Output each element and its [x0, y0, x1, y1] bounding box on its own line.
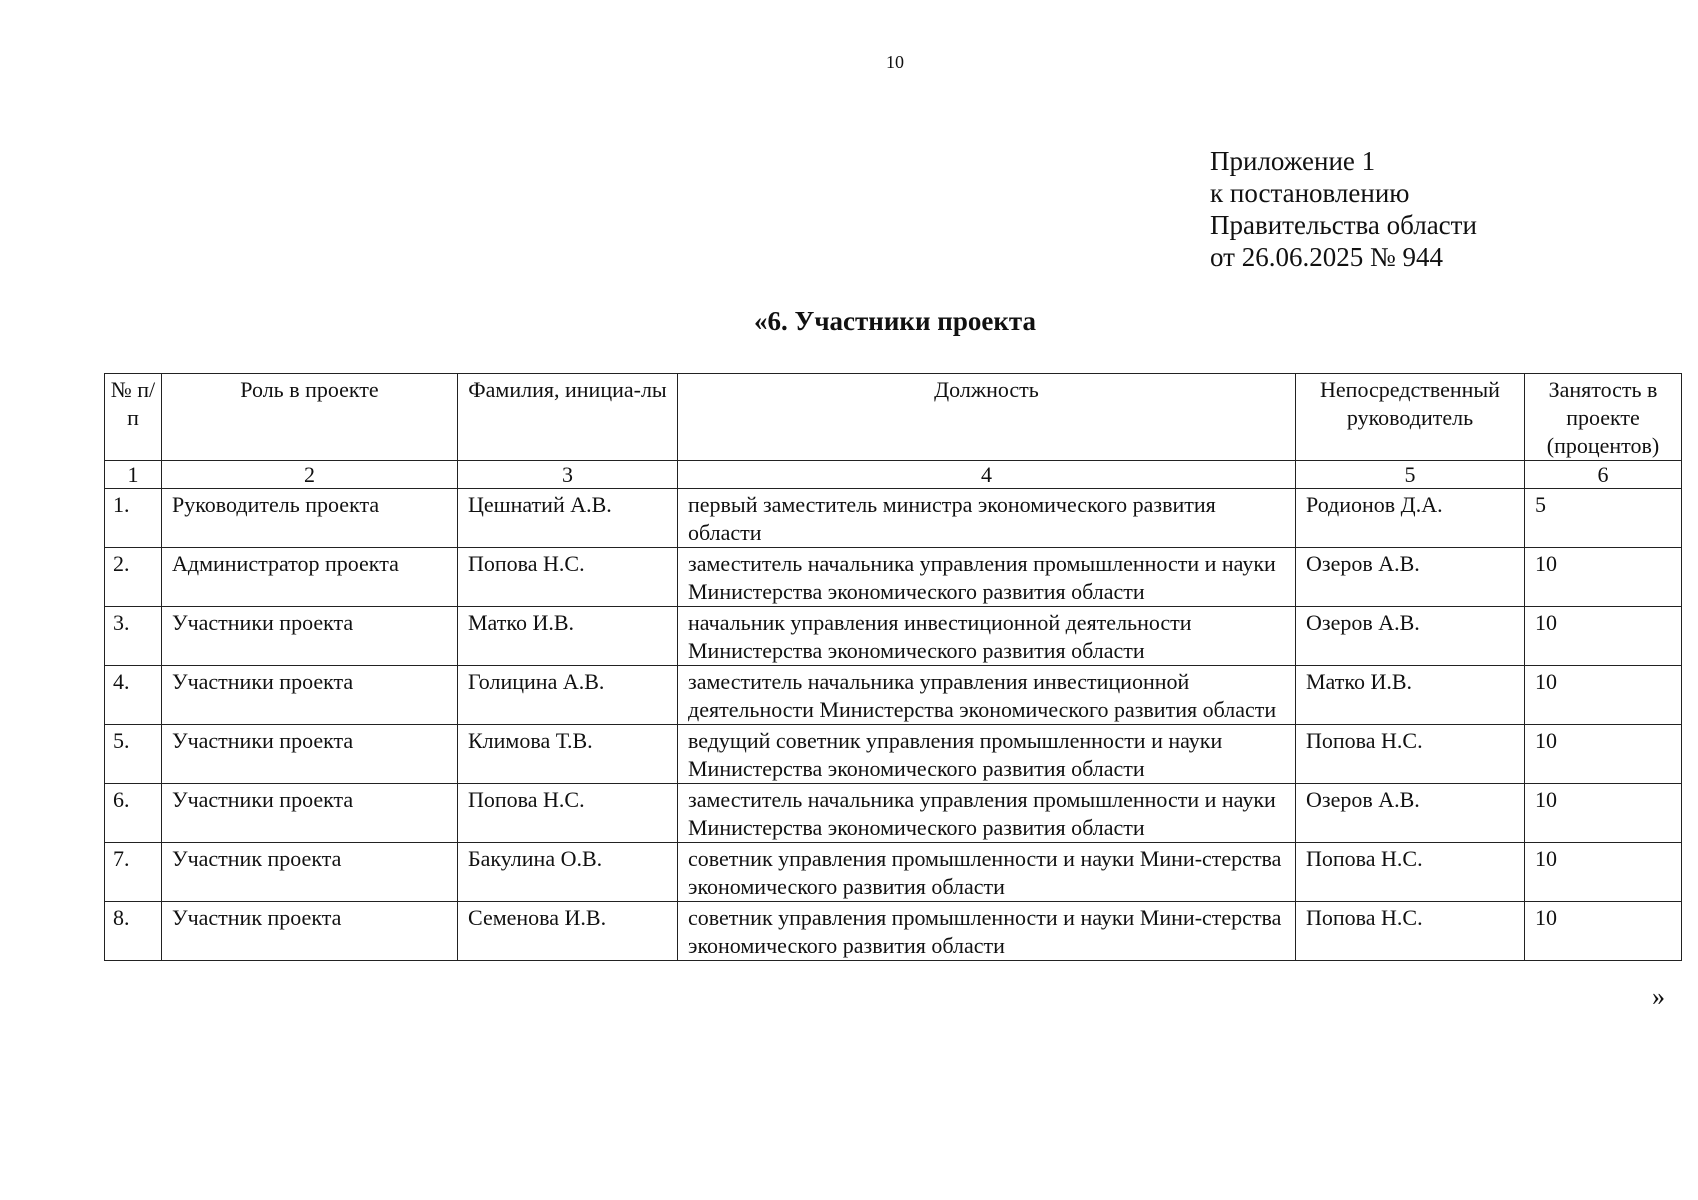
manager-cell: Матко И.В. — [1296, 666, 1525, 725]
manager-cell: Попова Н.С. — [1296, 902, 1525, 961]
position-cell: заместитель начальника управления промышленности и науки Министерства экономического развития области — [678, 784, 1296, 843]
manager-cell: Попова Н.С. — [1296, 725, 1525, 784]
manager-cell: Озеров А.В. — [1296, 607, 1525, 666]
header-cell-number: № п/п — [105, 374, 162, 461]
name-cell: Цешнатий А.В. — [458, 489, 678, 548]
employment-cell: 10 — [1525, 784, 1682, 843]
position-cell: заместитель начальника управления промышленности и науки Министерства экономического развития области — [678, 548, 1296, 607]
column-number-cell: 3 — [458, 461, 678, 489]
name-cell: Голицина А.В. — [458, 666, 678, 725]
name-cell: Матко И.В. — [458, 607, 678, 666]
table-row — [105, 725, 1682, 784]
header-cell-role: Роль в проекте — [162, 374, 458, 461]
name-cell: Попова Н.С. — [458, 784, 678, 843]
employment-cell: 10 — [1525, 902, 1682, 961]
header-cell-position: Должность — [678, 374, 1296, 461]
name-cell: Попова Н.С. — [458, 548, 678, 607]
appendix-line: Правительства области — [1210, 210, 1477, 240]
employment-cell: 10 — [1525, 548, 1682, 607]
manager-cell: Попова Н.С. — [1296, 843, 1525, 902]
table-row — [105, 489, 1682, 548]
row-number-cell: 3. — [105, 607, 162, 666]
table-row — [105, 902, 1682, 961]
appendix-line: от 26.06.2025 № 944 — [1210, 242, 1443, 272]
table-row — [105, 784, 1682, 843]
appendix-line: Приложение 1 — [1210, 146, 1376, 176]
position-cell: советник управления промышленности и науки Мини-стерства экономического развития области — [678, 843, 1296, 902]
position-cell: ведущий советник управления промышленности и науки Министерства экономического развития области — [678, 725, 1296, 784]
row-number-cell: 2. — [105, 548, 162, 607]
name-cell: Семенова И.В. — [458, 902, 678, 961]
row-number-cell: 5. — [105, 725, 162, 784]
closing-quote: » — [1652, 982, 1665, 1011]
table-row — [105, 666, 1682, 725]
employment-cell: 10 — [1525, 666, 1682, 725]
position-cell: заместитель начальника управления инвестиционной деятельности Министерства экономического развития области — [678, 666, 1296, 725]
column-number-cell: 1 — [105, 461, 162, 489]
participants-table — [104, 373, 1682, 961]
row-number-cell: 6. — [105, 784, 162, 843]
column-number-cell: 5 — [1296, 461, 1525, 489]
table-row — [105, 843, 1682, 902]
table-row — [105, 548, 1682, 607]
row-number-cell: 4. — [105, 666, 162, 725]
role-cell: Участники проекта — [162, 725, 458, 784]
manager-cell: Родионов Д.А. — [1296, 489, 1525, 548]
column-number-cell: 6 — [1525, 461, 1682, 489]
role-cell: Участник проекта — [162, 902, 458, 961]
position-cell: первый заместитель министра экономического развития области — [678, 489, 1296, 548]
column-number-cell: 2 — [162, 461, 458, 489]
header-cell-manager: Непосредственный руководитель — [1296, 374, 1525, 461]
row-number-cell: 1. — [105, 489, 162, 548]
row-number-cell: 8. — [105, 902, 162, 961]
position-cell: советник управления промышленности и науки Мини-стерства экономического развития области — [678, 902, 1296, 961]
manager-cell: Озеров А.В. — [1296, 784, 1525, 843]
manager-cell: Озеров А.В. — [1296, 548, 1525, 607]
column-number-cell: 4 — [678, 461, 1296, 489]
employment-cell: 10 — [1525, 725, 1682, 784]
appendix-block — [1210, 145, 1477, 273]
row-number-cell: 7. — [105, 843, 162, 902]
role-cell: Руководитель проекта — [162, 489, 458, 548]
name-cell: Климова Т.В. — [458, 725, 678, 784]
section-title: «6. Участники проекта — [754, 306, 1036, 336]
table-row — [105, 607, 1682, 666]
column-number-row — [105, 461, 1682, 489]
employment-cell: 10 — [1525, 843, 1682, 902]
header-cell-employment: Занятость в проекте (процентов) — [1525, 374, 1682, 461]
name-cell: Бакулина О.В. — [458, 843, 678, 902]
position-cell: начальник управления инвестиционной деятельности Министерства экономического развития области — [678, 607, 1296, 666]
header-cell-name: Фамилия, инициа-лы — [458, 374, 678, 461]
role-cell: Участники проекта — [162, 607, 458, 666]
role-cell: Администратор проекта — [162, 548, 458, 607]
role-cell: Участник проекта — [162, 843, 458, 902]
employment-cell: 5 — [1525, 489, 1682, 548]
page-number: 10 — [886, 52, 904, 72]
role-cell: Участники проекта — [162, 666, 458, 725]
table-header-row — [105, 374, 1682, 461]
appendix-line: к постановлению — [1210, 178, 1410, 208]
employment-cell: 10 — [1525, 607, 1682, 666]
role-cell: Участники проекта — [162, 784, 458, 843]
